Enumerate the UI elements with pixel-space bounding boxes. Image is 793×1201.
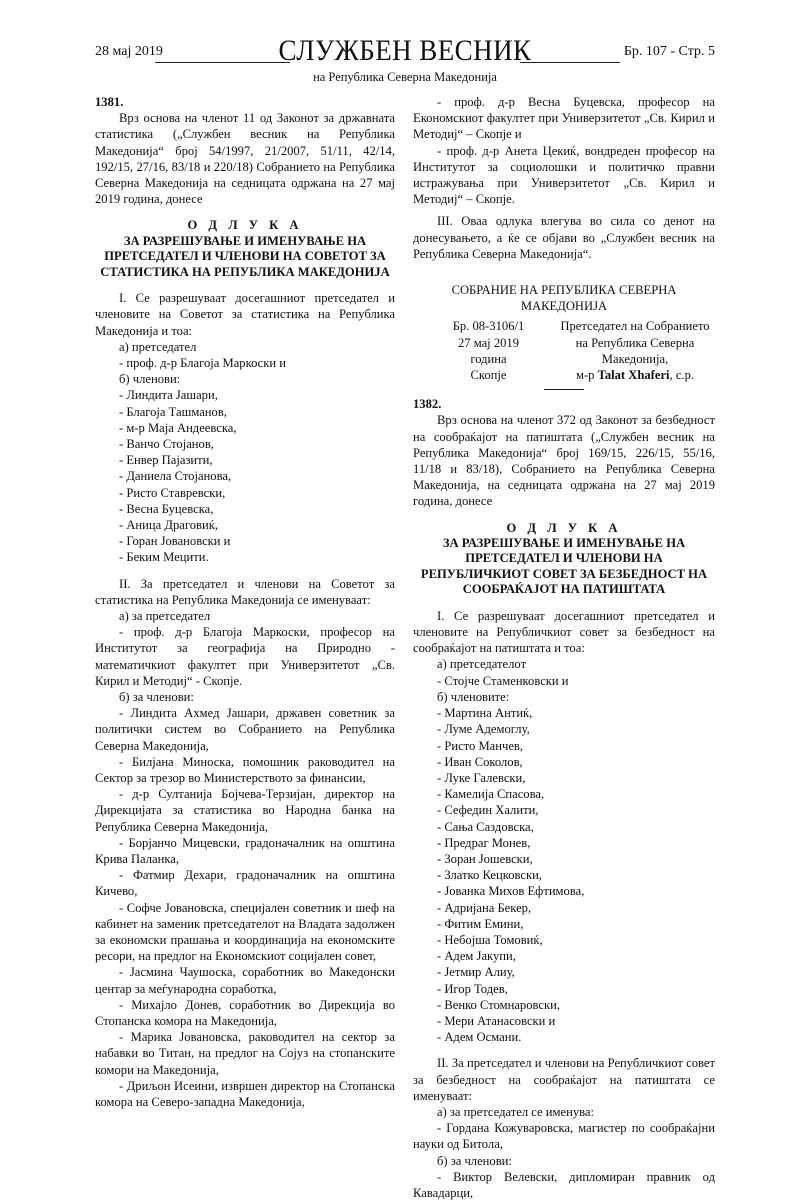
list-item: - Камелија Спасова, [437,787,545,802]
member-appointee-2: - Виктор Велевски, дипломиран правник од Кавадарци, [413,1169,715,1200]
list-item: - Иван Соколов, [437,754,523,769]
list-item: - Ристо Ставревски, [119,485,226,500]
list-item: - Ристо Манчев, [437,738,524,753]
signatory-role: Претседател на Собранието на Република Северна Македонија, [560,319,710,366]
header-date: 28 мај 2019 [95,44,163,59]
appointed-members-list [95,705,395,1110]
list-item: - Благоја Ташманов, [119,404,227,419]
list-item: - Луке Галевски, [437,770,526,785]
header-issue: Бр. 107 - Стр. 5 [623,44,715,59]
list-item: - Мери Атанасовски и [437,1013,556,1028]
section-3-text: III. Оваа одлука влегува во сила со денот на донесувањето, а ќе се објави во „Службен весник на Република Северна Македонија“. [413,214,715,261]
decision-title-head: О Д Л У К А [187,218,303,233]
member-entry: - Борјанчо Мицевски, градоначалник на општина Крива Паланка, [95,835,395,867]
header-title: СЛУЖБЕН ВЕСНИК [278,34,532,67]
list-item: - Стојче Стаменковски и [437,673,569,688]
list-item: - Зоран Јошевски, [437,851,533,866]
list-item: - Венко Стомнаровски, [437,997,560,1012]
list-item: - Адем Јакупи, [437,949,516,964]
assembly-name: СОБРАНИЕ НА РЕПУБЛИКА СЕВЕРНА МАКЕДОНИЈА [451,283,677,314]
president-label: а) за претседател [119,608,211,623]
header-rule-right [520,62,620,63]
list-item: - м-р Маја Андеевска, [119,420,237,435]
reference-block [413,318,536,383]
list-item: - Сефедин Халити, [437,803,539,818]
member-entry: - д-р Султанија Бојчева-Терзијан, директор на Дирекцијата за статистика во Народна банка на Република Северна Македонија, [95,787,395,834]
section-1-text-2: I. Се разрешуваат досегашниот претседател и членовите на Републичкиот совет за безбедност на сообраќајот на патиштата и тоа: [413,608,715,656]
decision-number-2: 1382. [413,397,442,412]
signatory-name: Talat Xhaferi [597,368,670,383]
dismissed-list-2 [413,656,715,1045]
list-item: - Беким Мецити. [119,550,209,565]
list-item: - Весна Буцевска, [119,501,214,516]
member-entry: - Дриљон Исеини, извршен директор на Стопанска комора на Северо-западна Македонија, [95,1078,395,1110]
signature-block [413,318,715,383]
member-entry: - Марика Јовановска, раководител на сектор за набавки во Титан, на предлог на Сојуз на стопанските комори на Македонија, [95,1030,395,1077]
list-item: - Сања Саздовска, [437,819,534,834]
signatory-line [555,367,715,383]
decision-title-head-2: О Д Л У К А [506,520,622,535]
signatory-title: м-р [575,368,595,383]
page-header [95,30,715,90]
list-item: а) претседателот [437,657,527,672]
list-item: а) претседател [119,339,197,354]
section-2-text-2: II. За претседател и членови на Републичкиот совет за безбедност на сообраќајот на патиштата се именуваат: [413,1056,715,1103]
right-column [413,94,715,1201]
list-item: - Линдита Јашари, [119,388,218,403]
list-item: - Фитим Емини, [437,916,524,931]
decision-number: 1381. [95,95,124,109]
list-item: - Ванчо Стојанов, [119,436,214,451]
continued-members-list [413,94,715,207]
list-item: - Игор Тодев, [437,981,508,996]
section-2-text: II. За претседател и членови на Советот за статистика на Република Македонија се именуваат: [95,576,395,607]
header-subtitle: на Република Северна Македонија [313,70,497,84]
list-item: - Јованка Михов Ефтимова, [437,884,585,899]
list-item: б) членовите: [437,689,510,704]
list-item: - Аница Драговиќ, [119,517,218,532]
member-entry: - Билјана Миноска, помошник раководител на Сектор за трезор во Министерството за финансии, [95,754,395,786]
decision-intro-2: Врз основа на членот 372 од Законот за безбедност на сообраќајот на патиштата („Службен весник на Република Македонија“ број 169/15, 226/15, 55/16, 11/18 и 83/18), Собранието на Република Северна Македонија, на седницата одржана на 27 мај 2019 година, донесе [413,413,715,509]
reference-city: Скопје [470,368,507,383]
decision-title-body: ЗА РАЗРЕШУВАЊЕ И ИМЕНУВАЊЕ НА ПРЕТСЕДАТЕЛ И ЧЛЕНОВИ НА СОВЕТОТ ЗА СТАТИСТИКА НА РЕПУБЛИКА МАКЕДОНИЈА [100,233,390,279]
member-entry: - Линдита Ахмед Јашари, државен советник за политички систем во Собранието на Република Северна Македонија, [95,706,395,753]
list-item: - Даниела Стојанова, [119,469,232,484]
reference-number: Бр. 08-3106/1 [452,319,525,334]
left-column [95,94,395,1110]
list-item: - Небојша Томовиќ, [437,932,543,947]
list-item: б) членови: [119,372,181,387]
list-item: - проф. д-р Благоја Маркоски и [119,355,287,370]
reference-date: 27 мај 2019 година [457,335,520,366]
signatory-suffix: , с.р. [669,368,695,383]
section-1-text: I. Се разрешуваат досегашниот претседател и членовите на Советот за статистика на Република Македонија и тоа: [95,291,395,338]
member-entry: - проф. д-р Анета Цекиќ, вондреден професор на Институтот за социолошки и политичко правни истражувања при Универзитетот „Св. Кирил и Методиј“ – Скопје. [413,143,715,207]
member-entry: - Јасмина Чаушоска, соработник во Македонски центар за меѓународна соработка, [95,965,395,996]
list-item: - Јетмир Алиу, [437,965,515,980]
separator-rule [544,389,584,390]
member-entry: - Фатмир Дехари, градоначалник на општина Кичево, [95,868,395,899]
list-item: - Адријана Бекер, [437,900,532,915]
signatory [555,318,715,383]
dismissed-list [95,339,395,566]
member-entry: - Софче Јовановска, специјален советник и шеф на кабинет на заменик претседателот на Владата задолжен за економски прашања и координација на економските ресори, на предлог на Економскиот социјален совет, [95,900,395,964]
members-label-2: б) за членови: [437,1153,512,1168]
list-item: - Мартина Антиќ, [437,706,533,721]
list-item: - Енвер Пајазити, [119,453,213,468]
member-entry: - Михајло Донев, соработник во Дирекција во Стопанска комора на Македонија, [95,997,395,1029]
decision-intro: Врз основа на членот 11 од Законот за државната статистика („Службен весник на Република Македонија“ број 54/1997, 21/2007, 51/11, 42/14, 192/15, 27/16, 83/18 и 220/18) Собранието на Република Северна Македонија на седницата одржана на 27 мај 2019 година, донесе [95,111,395,207]
president-label-2: а) за претседател се именува: [437,1104,594,1119]
president-appointee-2: - Гордана Кожуваровска, магистер по сообраќајни науки од Битола, [413,1121,715,1152]
members-label: б) за членови: [119,690,194,704]
list-item: - Луме Адемоглу, [437,722,530,737]
list-item: - Горан Јовановски и [119,534,231,549]
member-entry: - проф. д-р Весна Буцевска, професор на Економскиот факултет при Универзитетот „Св. Кирил и Методиј“ – Скопје и [413,95,715,142]
decision-title-body-2: ЗА РАЗРЕШУВАЊЕ И ИМЕНУВАЊЕ НА ПРЕТСЕДАТЕЛ И ЧЛЕНОВИ НА РЕПУБЛИЧКИОТ СОВЕТ ЗА БЕЗБЕДНОСТ НА СООБРАЌАЈОТ НА ПАТИШТАТА [420,535,708,597]
list-item: - Адем Османи. [437,1030,522,1045]
list-item: - Златко Кецковски, [437,868,542,883]
list-item: - Предраг Монев, [437,835,531,850]
president-appointee: - проф. д-р Благоја Маркоски, професор на Институтот за географија на Природно - математичкиот факултет при Универзитетот „Св. Кирил и Методиј“ - Скопје. [95,625,395,688]
